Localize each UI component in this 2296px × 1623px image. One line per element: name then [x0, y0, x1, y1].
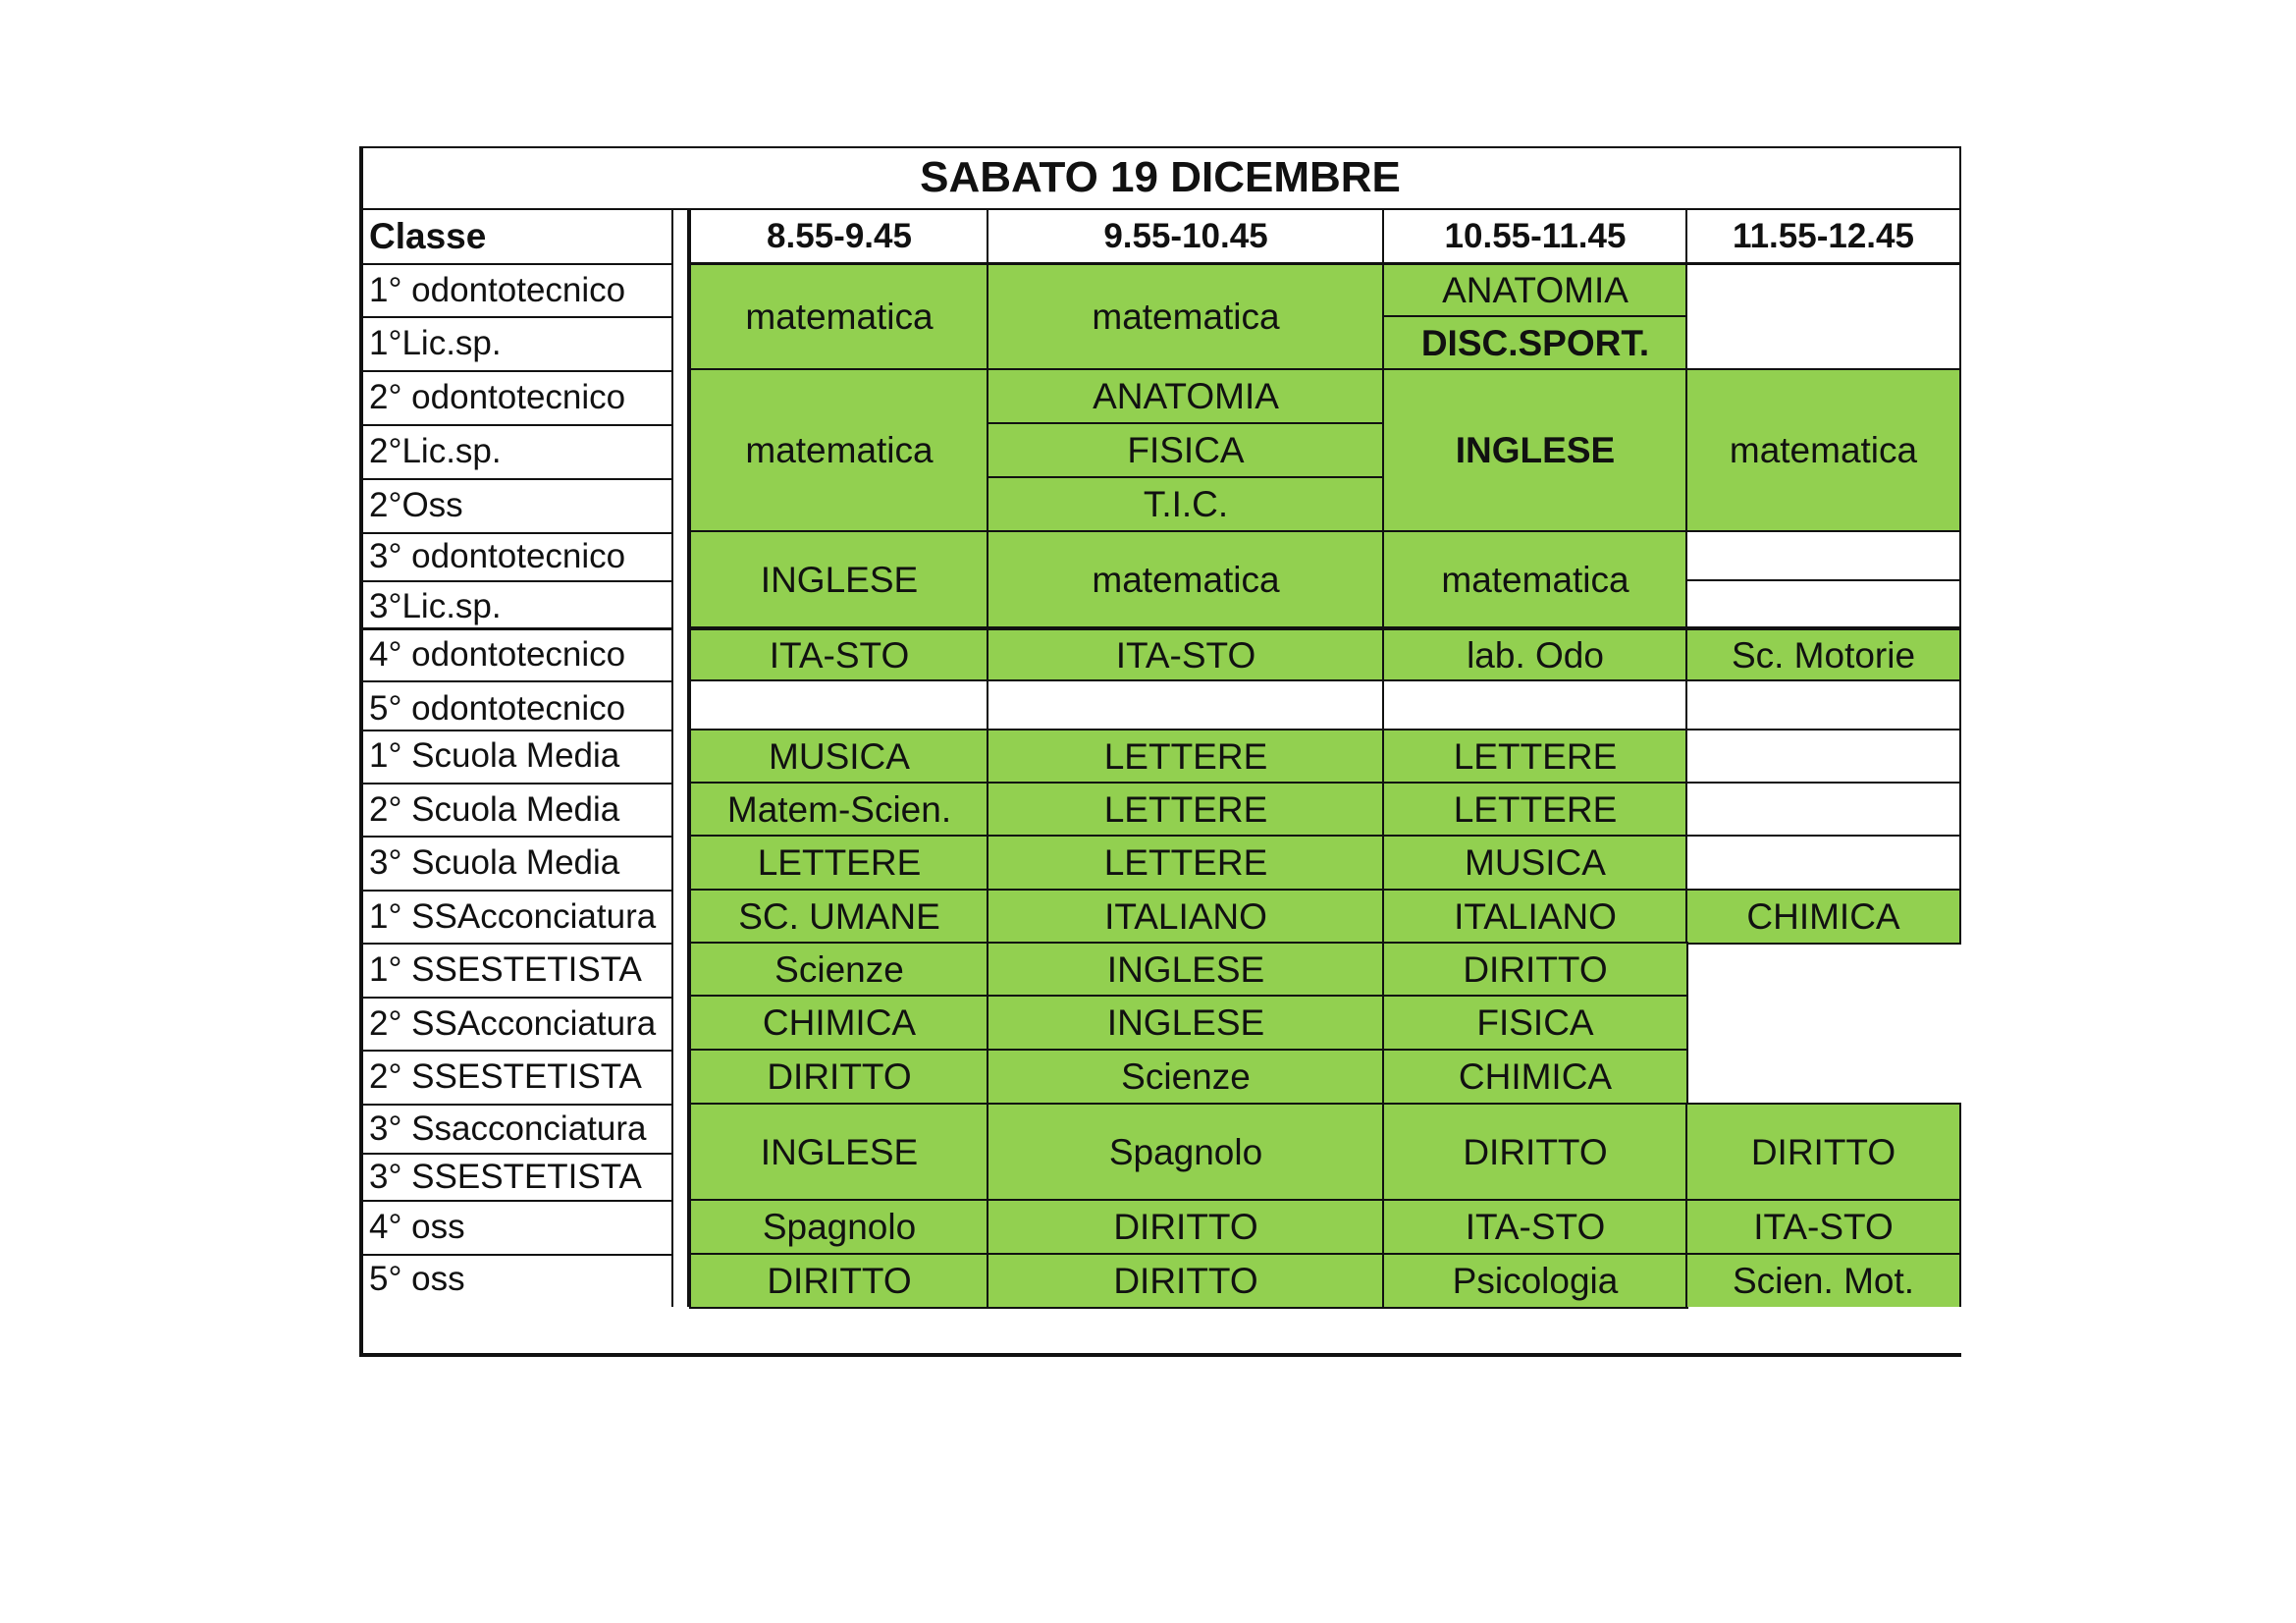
lesson-cell: Spagnolo — [987, 1103, 1385, 1202]
class-name: 1° odontotecnico — [369, 270, 626, 309]
class-name: 2° SSAcconciatura — [369, 1003, 657, 1043]
slot-header-2: 9.55-10.45 — [987, 208, 1385, 264]
slot-header-1: 8.55-9.45 — [689, 208, 989, 264]
lesson-cell: INGLESE — [1382, 368, 1688, 533]
frame-bottom-line — [359, 1353, 1961, 1357]
lesson-cell: CHIMICA — [1382, 1049, 1688, 1106]
lesson-cell: MUSICA — [1382, 835, 1688, 892]
lesson-cell: DIRITTO — [689, 1049, 989, 1106]
lesson-cell: LETTERE — [987, 782, 1385, 838]
lesson-cell: ITALIANO — [1382, 889, 1688, 945]
lesson-cell: DIRITTO — [1685, 1103, 1961, 1202]
lesson-cell: MUSICA — [689, 729, 989, 784]
class-name: 1° SSESTETISTA — [369, 949, 642, 989]
lesson-cell: CHIMICA — [689, 995, 989, 1052]
lesson-cell: INGLESE — [987, 942, 1385, 998]
lesson-cell: INGLESE — [689, 1103, 989, 1202]
lesson-cell: Scien. Mot. — [1685, 1253, 1961, 1307]
class-name: 2°Oss — [369, 485, 463, 524]
lesson-cell: DISC.SPORT. — [1382, 315, 1688, 371]
class-name: 3° SSESTETISTA — [369, 1157, 642, 1196]
class-name: 5° odontotecnico — [369, 689, 626, 728]
lesson-cell: Sc. Motorie — [1685, 626, 1961, 682]
lesson-cell: Scienze — [689, 942, 989, 998]
lesson-cell: matematica — [1685, 368, 1961, 533]
lesson-cell: LETTERE — [1382, 729, 1688, 784]
lesson-cell: matematica — [689, 263, 989, 371]
empty-cell — [1685, 782, 1961, 838]
lesson-cell: matematica — [987, 530, 1385, 629]
empty-cell — [1685, 263, 1961, 371]
lesson-cell: ITA-STO — [1685, 1199, 1961, 1256]
empty-cell — [1382, 679, 1688, 731]
class-name: 2°Lic.sp. — [369, 432, 502, 470]
page-title: SABATO 19 DICEMBRE — [920, 153, 1401, 201]
lesson-cell: SC. UMANE — [689, 889, 989, 945]
lesson-cell: Psicologia — [1382, 1253, 1688, 1309]
lesson-cell: ANATOMIA — [1382, 263, 1688, 318]
class-name: 5° oss — [369, 1260, 465, 1298]
class-name: 3° Scuola Media — [369, 842, 620, 882]
lesson-cell: DIRITTO — [987, 1199, 1385, 1256]
lesson-cell: ITA-STO — [689, 626, 989, 682]
empty-cell — [1685, 530, 1961, 582]
lesson-cell: ITA-STO — [987, 626, 1385, 682]
lesson-cell: DIRITTO — [1382, 1103, 1688, 1202]
lesson-cell: Matem-Scien. — [689, 782, 989, 838]
lesson-cell: matematica — [689, 368, 989, 533]
empty-cell — [1685, 679, 1961, 731]
empty-cell — [1685, 579, 1961, 629]
lesson-cell: T.I.C. — [987, 476, 1385, 533]
empty-cell — [689, 679, 989, 731]
lesson-cell: CHIMICA — [1685, 889, 1961, 945]
empty-cell — [1685, 729, 1961, 784]
lesson-cell: LETTERE — [987, 729, 1385, 784]
header-separator — [671, 208, 673, 264]
lesson-cell: LETTERE — [987, 835, 1385, 892]
lesson-cell: DIRITTO — [987, 1253, 1385, 1309]
class-column-right-line — [671, 263, 673, 1307]
lesson-cell: INGLESE — [987, 995, 1385, 1052]
lesson-cell: Scienze — [987, 1049, 1385, 1106]
classe-header: Classe — [369, 215, 487, 256]
class-name: 4° odontotecnico — [369, 635, 626, 674]
class-name: 2° SSESTETISTA — [369, 1056, 642, 1096]
class-name: 2° Scuola Media — [369, 789, 620, 829]
class-name: 3°Lic.sp. — [369, 587, 502, 625]
lesson-cell: LETTERE — [1382, 782, 1688, 838]
slot-header-3: 10.55-11.45 — [1382, 208, 1688, 264]
lesson-cell: FISICA — [1382, 995, 1688, 1052]
lesson-cell: DIRITTO — [1382, 942, 1688, 998]
empty-cell — [1685, 835, 1961, 892]
lesson-cell: INGLESE — [689, 530, 989, 629]
lesson-cell: DIRITTO — [689, 1253, 989, 1309]
lesson-cell: FISICA — [987, 422, 1385, 479]
lesson-cell: ITA-STO — [1382, 1199, 1688, 1256]
slot-header-4: 11.55-12.45 — [1685, 208, 1961, 264]
class-name: 1° SSAcconciatura — [369, 896, 657, 936]
empty-cell — [987, 679, 1385, 731]
lesson-cell: ITALIANO — [987, 889, 1385, 945]
lesson-cell: ANATOMIA — [987, 368, 1385, 425]
class-name: 3° odontotecnico — [369, 537, 626, 575]
class-name: 1° Scuola Media — [369, 736, 620, 775]
lesson-cell: Spagnolo — [689, 1199, 989, 1256]
lesson-cell: LETTERE — [689, 835, 989, 892]
class-name: 2° odontotecnico — [369, 378, 626, 416]
lesson-cell: lab. Odo — [1382, 626, 1688, 682]
lesson-cell: matematica — [987, 263, 1385, 371]
class-name: 1°Lic.sp. — [369, 324, 502, 362]
class-name: 4° oss — [369, 1208, 465, 1246]
lesson-cell: matematica — [1382, 530, 1688, 629]
class-name: 3° Ssacconciatura — [369, 1109, 647, 1148]
